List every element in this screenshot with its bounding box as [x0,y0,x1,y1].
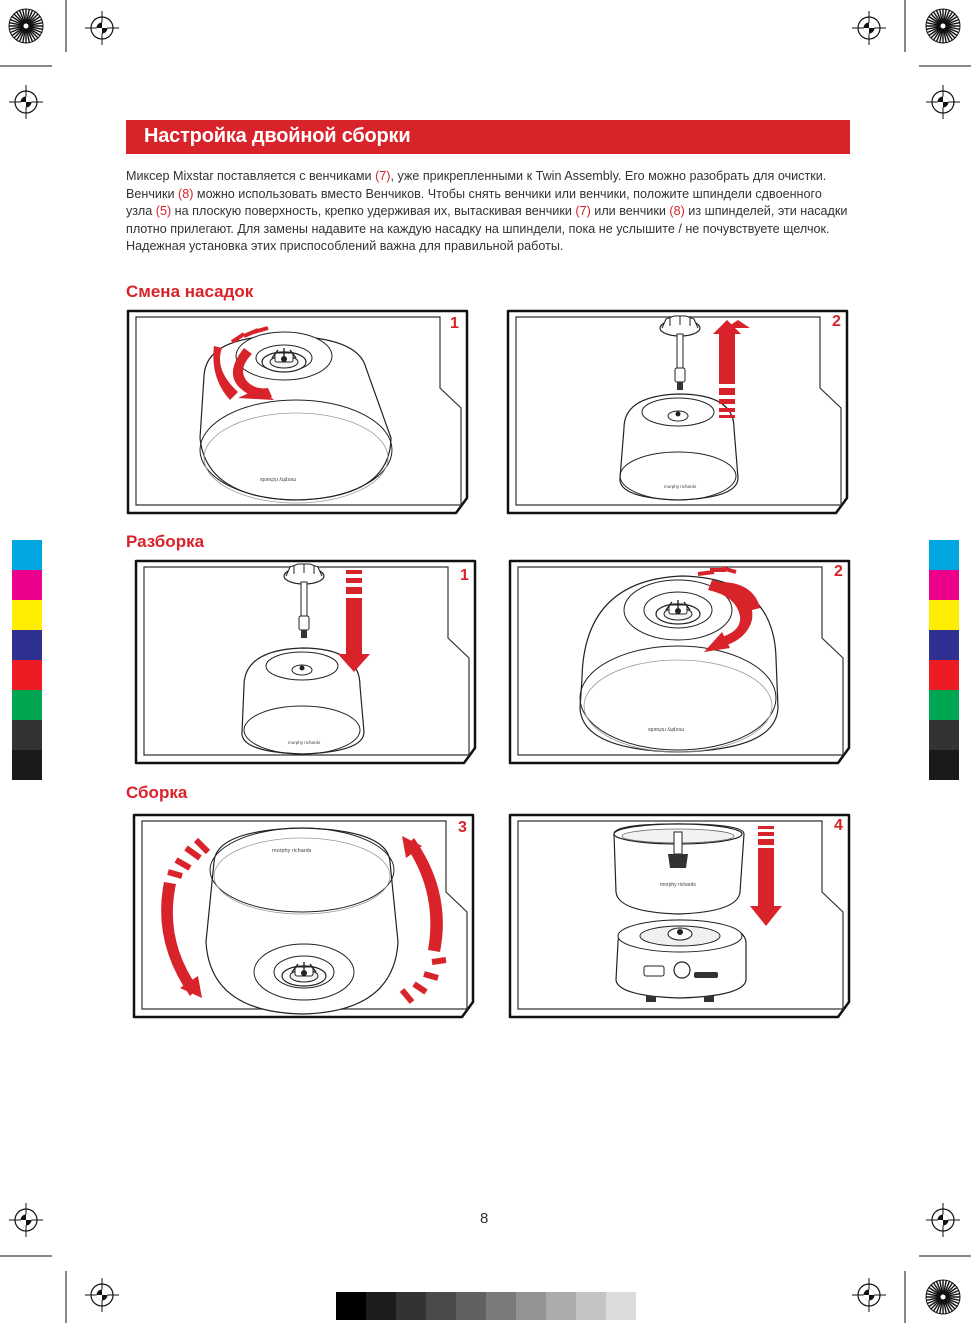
illustration-change-step-1 [126,308,470,516]
illustration-assembly-step-3 [132,812,476,1022]
illustration-disassembly-step-2 [508,558,852,768]
intro-ref: (8) [669,204,685,218]
whisk-insert-illustration [134,558,478,768]
gray-step [576,1292,606,1320]
section-heading-assembly: Сборка [126,783,188,802]
intro-ref: (7) [575,204,591,218]
gray-step [606,1292,636,1320]
swatch-magenta [929,570,959,600]
intro-text: Миксер Mixstar поставляется с венчиками [126,169,376,183]
section-heading-disassembly: Разборка [126,532,205,551]
intro-text: , уже прикрепленными к Twin Assembly. Его можно разобрать для очистки. Венчики [126,169,827,201]
swatch-blue [12,630,42,660]
bowl-rotate-illustration [126,308,470,516]
intro-paragraph [126,168,850,256]
gray-step [336,1292,366,1320]
step-number: 2 [834,563,843,580]
intro-text: из шпинделей, эти насадки плотно прилегают. Для замены надавите на каждую насадку на шпиндели, пока не услышите / не почувствуете щелчок. Надежная установка этих приспособлений важна для правильной работы. [126,204,848,253]
svg-text:morphy richards: morphy richards [664,484,697,489]
swatch-cyan [12,540,42,570]
illustration-disassembly-step-1 [134,558,478,768]
swatch-dark [929,720,959,750]
title-bar [126,120,850,154]
gray-step [366,1292,396,1320]
swatch-magenta [12,570,42,600]
whisk-remove-illustration [506,308,850,516]
bowl-on-base-illustration [508,812,852,1020]
intro-text: можно использовать вместо Венчиков. Чтобы снять венчики или венчики, положите шпиндели сдвоенного узла [126,186,822,218]
gray-step [456,1292,486,1320]
gray-step [486,1292,516,1320]
gray-step [516,1292,546,1320]
section-heading-change: Смена насадок [126,282,254,301]
swatch-yellow [12,600,42,630]
step-number: 4 [834,817,843,834]
step-number: 3 [458,819,467,836]
swatch-black [929,750,959,780]
intro-text: или венчики [590,204,670,218]
grayscale-bar [336,1292,636,1320]
swatch-red [12,660,42,690]
intro-ref: (5) [155,204,172,218]
gray-step [546,1292,576,1320]
step-number: 2 [832,313,841,330]
svg-text:morphy richards: morphy richards [272,848,312,854]
swatch-dark [12,720,42,750]
swatch-black [12,750,42,780]
swatch-cyan [929,540,959,570]
svg-text:morphy richards: morphy richards [648,726,684,732]
svg-text:morphy richards: morphy richards [660,882,696,888]
intro-text: на плоскую поверхность, крепко удерживая их, вытаскивая венчики [171,204,576,218]
swatch-red [929,660,959,690]
page-number: 8 [480,1210,489,1227]
page-title: Настройка двойной сборки [144,125,411,147]
swatch-green [12,690,42,720]
step-number: 1 [450,315,459,332]
swatch-yellow [929,600,959,630]
bowl-flip-illustration [132,812,476,1022]
illustration-assembly-step-4 [508,812,852,1020]
gray-step [396,1292,426,1320]
svg-text:morphy richards: morphy richards [260,476,296,482]
intro-ref: (8) [178,186,194,201]
svg-text:morphy richards: morphy richards [288,740,321,745]
bowl-lock-illustration [508,558,852,768]
illustration-change-step-2 [506,308,850,516]
step-number: 1 [460,567,469,584]
swatch-green [929,690,959,720]
intro-ref: (7) [375,169,391,183]
swatch-blue [929,630,959,660]
gray-step [426,1292,456,1320]
